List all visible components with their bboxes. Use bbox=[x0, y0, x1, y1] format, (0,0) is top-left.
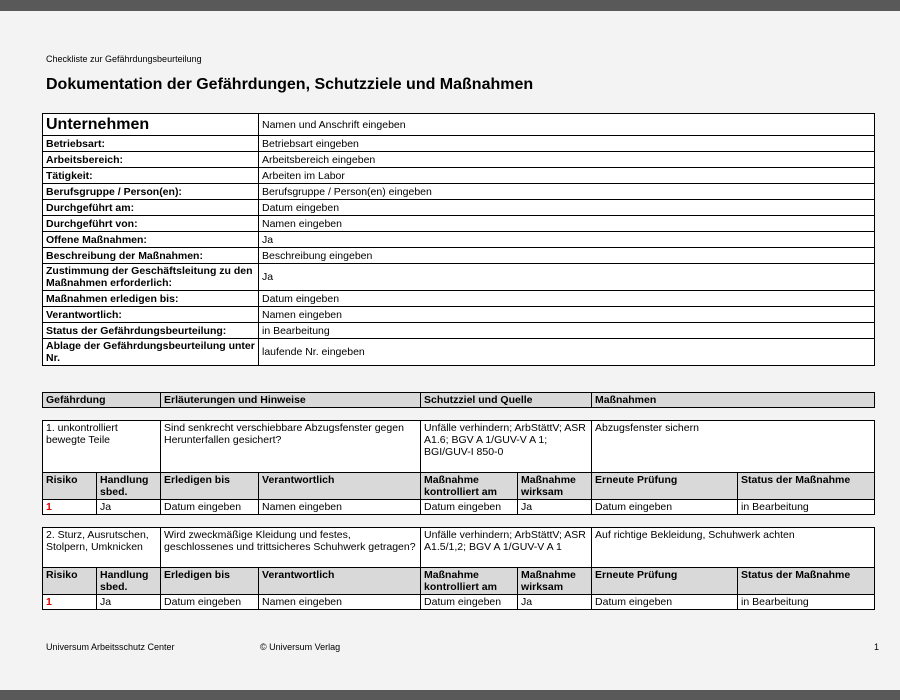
footer-center: © Universum Verlag bbox=[260, 642, 341, 652]
subheader-pruefung: Erneute Prüfung bbox=[592, 473, 738, 500]
info-row bbox=[43, 264, 875, 291]
info-value[interactable]: Ja bbox=[259, 232, 875, 248]
info-row bbox=[43, 291, 875, 307]
company-value[interactable]: Namen und Anschrift eingeben bbox=[259, 114, 875, 136]
subheader-wirksam: Maßnahme wirksam bbox=[518, 473, 592, 500]
info-row bbox=[43, 136, 875, 152]
hazard-block bbox=[42, 527, 875, 610]
subheader-risiko: Risiko bbox=[43, 473, 97, 500]
hazard-hint: Wird zweckmäßige Kleidung und festes, geschlossenes und trittsicheres Schuhwerk getragen? bbox=[161, 528, 421, 568]
info-label: Status der Gefährdungsbeurteilung: bbox=[43, 323, 259, 339]
hazard-hint: Sind senkrecht verschiebbare Abzugsfenster gegen Herunterfallen gesichert? bbox=[161, 421, 421, 473]
value-erledigen[interactable]: Datum eingeben bbox=[161, 595, 259, 610]
info-row bbox=[43, 323, 875, 339]
info-label: Zustimmung der Geschäftsleitung zu den Maßnahmen erforderlich: bbox=[43, 264, 259, 291]
subheader-handlung: Handlung sbed. bbox=[97, 473, 161, 500]
hazard-goal: Unfälle verhindern; ArbStättV; ASR A1.5/1,2; BGV A 1/GUV-V A 1 bbox=[421, 528, 592, 568]
info-row bbox=[43, 216, 875, 232]
subheader-status: Status der Maßnahme bbox=[738, 473, 875, 500]
value-erledigen[interactable]: Datum eingeben bbox=[161, 500, 259, 515]
info-label: Ablage der Gefährdungsbeurteilung unter Nr. bbox=[43, 339, 259, 366]
value-status[interactable]: in Bearbeitung bbox=[738, 595, 875, 610]
hazard-goal: Unfälle verhindern; ArbStättV; ASR A1.6; BGV A 1/GUV-V A 1; BGI/GUV-I 850-0 bbox=[421, 421, 592, 473]
info-value[interactable]: Namen eingeben bbox=[259, 307, 875, 323]
subheader-kontrolliert: Maßnahme kontrolliert am bbox=[421, 473, 518, 500]
info-value[interactable]: laufende Nr. eingeben bbox=[259, 339, 875, 366]
value-wirksam[interactable]: Ja bbox=[518, 595, 592, 610]
value-kontrolliert[interactable]: Datum eingeben bbox=[421, 500, 518, 515]
page-title: Dokumentation der Gefährdungen, Schutzziele und Maßnahmen bbox=[46, 76, 534, 93]
subheader-kontrolliert: Maßnahme kontrolliert am bbox=[421, 568, 518, 595]
subheader-wirksam: Maßnahme wirksam bbox=[518, 568, 592, 595]
footer-left: Universum Arbeitsschutz Center bbox=[46, 642, 175, 652]
page-number: 1 bbox=[874, 642, 880, 652]
subheader-verantwortlich: Verantwortlich bbox=[259, 568, 421, 595]
company-info-table bbox=[42, 113, 875, 366]
subheader-status: Status der Maßnahme bbox=[738, 568, 875, 595]
info-value[interactable]: Arbeiten im Labor bbox=[259, 168, 875, 184]
hazard-measure[interactable]: Abzugsfenster sichern bbox=[592, 421, 875, 473]
info-value[interactable]: Arbeitsbereich eingeben bbox=[259, 152, 875, 168]
info-row bbox=[43, 200, 875, 216]
col-gefaehrdung: Gefährdung bbox=[43, 393, 161, 408]
info-row bbox=[43, 248, 875, 264]
info-value[interactable]: Beschreibung eingeben bbox=[259, 248, 875, 264]
info-label: Betriebsart: bbox=[43, 136, 259, 152]
col-hinweise: Erläuterungen und Hinweise bbox=[161, 393, 421, 408]
bottom-bar bbox=[0, 690, 900, 700]
info-label: Verantwortlich: bbox=[43, 307, 259, 323]
hazard-block bbox=[42, 420, 875, 515]
info-value[interactable]: Ja bbox=[259, 264, 875, 291]
subheader-erledigen: Erledigen bis bbox=[161, 473, 259, 500]
info-label: Tätigkeit: bbox=[43, 168, 259, 184]
info-label: Beschreibung der Maßnahmen: bbox=[43, 248, 259, 264]
info-label: Maßnahmen erledigen bis: bbox=[43, 291, 259, 307]
info-value[interactable]: Datum eingeben bbox=[259, 291, 875, 307]
value-handlung[interactable]: Ja bbox=[97, 595, 161, 610]
hazard-name: 2. Sturz, Ausrutschen, Stolpern, Umknicken bbox=[43, 528, 161, 568]
info-label: Berufsgruppe / Person(en): bbox=[43, 184, 259, 200]
subheader-verantwortlich: Verantwortlich bbox=[259, 473, 421, 500]
info-value[interactable]: Betriebsart eingeben bbox=[259, 136, 875, 152]
subheader-erledigen: Erledigen bis bbox=[161, 568, 259, 595]
info-label: Arbeitsbereich: bbox=[43, 152, 259, 168]
value-verantwortlich[interactable]: Namen eingeben bbox=[259, 500, 421, 515]
company-label: Unternehmen bbox=[43, 114, 259, 136]
value-wirksam[interactable]: Ja bbox=[518, 500, 592, 515]
value-risiko[interactable]: 1 bbox=[43, 500, 97, 515]
info-row bbox=[43, 339, 875, 366]
value-status[interactable]: in Bearbeitung bbox=[738, 500, 875, 515]
info-row bbox=[43, 168, 875, 184]
info-row bbox=[43, 232, 875, 248]
value-risiko[interactable]: 1 bbox=[43, 595, 97, 610]
hazard-name: 1. unkontrolliert bewegte Teile bbox=[43, 421, 161, 473]
value-handlung[interactable]: Ja bbox=[97, 500, 161, 515]
col-massnahmen: Maßnahmen bbox=[592, 393, 875, 408]
subheader-pruefung: Erneute Prüfung bbox=[592, 568, 738, 595]
info-row bbox=[43, 152, 875, 168]
subheader-risiko: Risiko bbox=[43, 568, 97, 595]
value-kontrolliert[interactable]: Datum eingeben bbox=[421, 595, 518, 610]
info-value[interactable]: in Bearbeitung bbox=[259, 323, 875, 339]
doc-subtitle: Checkliste zur Gefährdungsbeurteilung bbox=[46, 54, 202, 64]
info-label: Durchgeführt von: bbox=[43, 216, 259, 232]
info-label: Durchgeführt am: bbox=[43, 200, 259, 216]
hazard-measure[interactable]: Auf richtige Bekleidung, Schuhwerk achten bbox=[592, 528, 875, 568]
hazard-header-table bbox=[42, 392, 875, 408]
top-bar bbox=[0, 0, 900, 11]
col-schutzziel: Schutzziel und Quelle bbox=[421, 393, 592, 408]
info-label: Offene Maßnahmen: bbox=[43, 232, 259, 248]
value-pruefung[interactable]: Datum eingeben bbox=[592, 595, 738, 610]
value-verantwortlich[interactable]: Namen eingeben bbox=[259, 595, 421, 610]
subheader-handlung: Handlung sbed. bbox=[97, 568, 161, 595]
info-row bbox=[43, 307, 875, 323]
info-value[interactable]: Namen eingeben bbox=[259, 216, 875, 232]
info-value[interactable]: Berufsgruppe / Person(en) eingeben bbox=[259, 184, 875, 200]
info-value[interactable]: Datum eingeben bbox=[259, 200, 875, 216]
info-row bbox=[43, 184, 875, 200]
value-pruefung[interactable]: Datum eingeben bbox=[592, 500, 738, 515]
